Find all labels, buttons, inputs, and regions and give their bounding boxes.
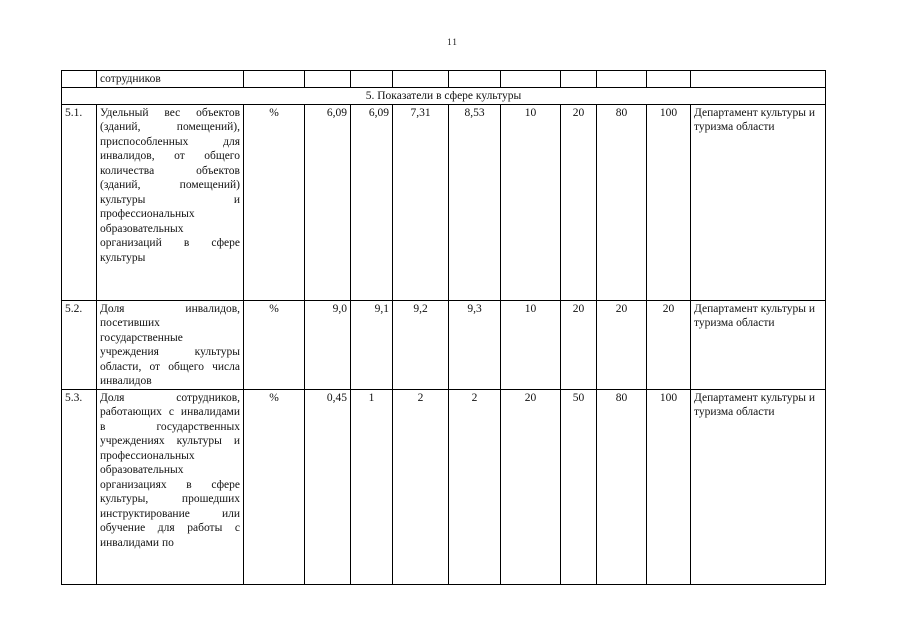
cell-value: 80: [597, 389, 647, 584]
cell-name-continuation: сотрудников: [97, 71, 244, 88]
cell-value: 20: [561, 104, 597, 300]
cell-value: [561, 71, 597, 88]
cell-unit: %: [244, 300, 305, 389]
page-number: 11: [447, 37, 458, 47]
cell-value: 9,3: [449, 300, 501, 389]
cell-department: Департамент культуры и туризма области: [691, 104, 826, 300]
cell-value: [393, 71, 449, 88]
cell-value: 2: [393, 389, 449, 584]
cell-value: 9,2: [393, 300, 449, 389]
cell-value: [501, 71, 561, 88]
cell-indicator-name: Доля сотрудников, работающих с инвалидами в государственных учреждениях культуры и профессиональных образовательных организациях в сфере культуры, прошедших инструктирование или обучение для работы с инвалидами по: [97, 389, 244, 584]
cell-value: 100: [647, 389, 691, 584]
cell-value: 20: [501, 389, 561, 584]
section-header-row: [62, 88, 826, 105]
cell-value: 10: [501, 300, 561, 389]
cell-department: [691, 71, 826, 88]
cell-value: 9,0: [305, 300, 351, 389]
cell-indicator-name: Удельный вес объектов (зданий, помещений), приспособленных для инвалидов, от общего количества объектов (зданий, помещений) культуры и профессиональных образовательных организаций в сфере культуры: [97, 104, 244, 300]
cell-unit: [244, 71, 305, 88]
cell-value: 0,45: [305, 389, 351, 584]
cell-value: 20: [561, 300, 597, 389]
cell-value: 100: [647, 104, 691, 300]
cell-value: 20: [597, 300, 647, 389]
cell-value: 8,53: [449, 104, 501, 300]
cell-department: Департамент культуры и туризма области: [691, 389, 826, 584]
indicators-table: [61, 70, 826, 585]
table-row: [62, 389, 826, 584]
cell-value: [351, 71, 393, 88]
table-row: [62, 104, 826, 300]
cell-value: 2: [449, 389, 501, 584]
cell-indicator-name: Доля инвалидов, посетивших государственные учреждения культуры области, от общего числа инвалидов: [97, 300, 244, 389]
section-title: 5. Показатели в сфере культуры: [62, 88, 826, 105]
cell-value: [647, 71, 691, 88]
cell-number: [62, 71, 97, 88]
cell-number: 5.2.: [62, 300, 97, 389]
cell-value: 9,1: [351, 300, 393, 389]
cell-value: 80: [597, 104, 647, 300]
cell-number: 5.3.: [62, 389, 97, 584]
table-row-continuation: [62, 71, 826, 88]
cell-value: 50: [561, 389, 597, 584]
cell-value: 6,09: [351, 104, 393, 300]
cell-number: 5.1.: [62, 104, 97, 300]
cell-value: 7,31: [393, 104, 449, 300]
cell-value: [305, 71, 351, 88]
cell-value: 10: [501, 104, 561, 300]
cell-unit: %: [244, 104, 305, 300]
cell-value: 6,09: [305, 104, 351, 300]
cell-unit: %: [244, 389, 305, 584]
cell-department: Департамент культуры и туризма области: [691, 300, 826, 389]
table-row: [62, 300, 826, 389]
cell-value: [449, 71, 501, 88]
cell-value: 20: [647, 300, 691, 389]
cell-value: 1: [351, 389, 393, 584]
cell-value: [597, 71, 647, 88]
